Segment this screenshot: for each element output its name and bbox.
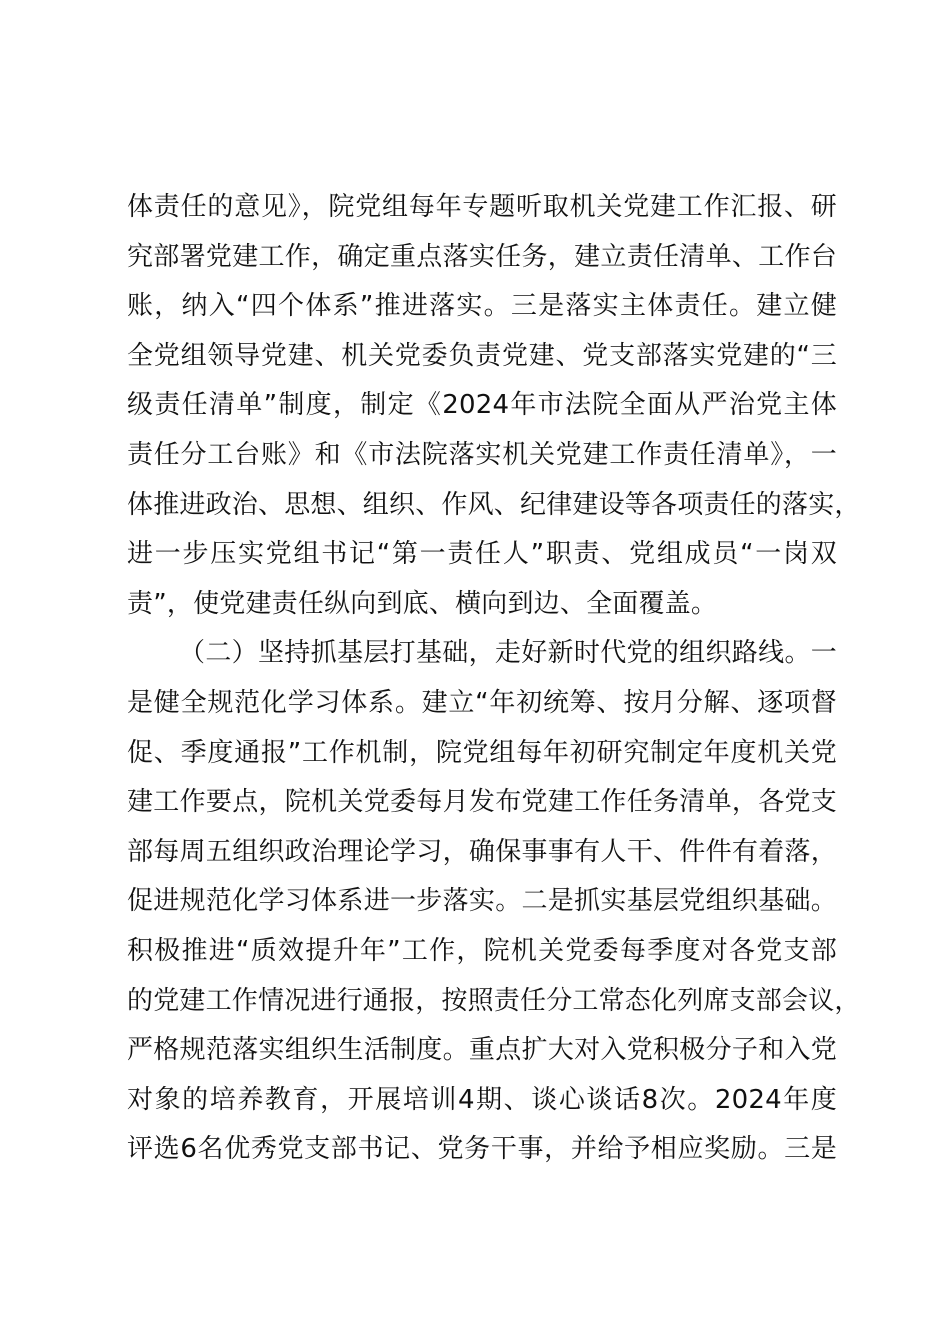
text-line: 积极推进“质效提升年”工作，院机关党委每季度对各党支部	[127, 935, 837, 966]
text-line: 严格规范落实组织生活制度。重点扩大对入党积极分子和入党	[127, 1035, 837, 1066]
text-line: 对象的培养教育，开展培训4期、谈心谈话8次。2024年度	[127, 1084, 837, 1115]
text-line: 账，纳入“四个体系”推进落实。三是落实主体责任。建立健	[127, 291, 837, 322]
text-line: 体责任的意见》，院党组每年专题听取机关党建工作汇报、研	[127, 192, 837, 222]
text-line: 级责任清单”制度，制定《2024年市法院全面从严治党主体	[127, 390, 837, 421]
text-line: 的党建工作情况进行通报，按照责任分工常态化列席支部会议，	[127, 985, 861, 1016]
body-text	[127, 183, 861, 1175]
text-line: 责任分工台账》和《市法院落实机关党建工作责任清单》，一	[127, 439, 837, 470]
text-line: 是健全规范化学习体系。建立“年初统筹、按月分解、逐项督	[127, 687, 837, 718]
text-line: 建工作要点，院机关党委每月发布党建工作任务清单，各党支	[127, 787, 837, 818]
text-line: 进一步压实党组书记“第一责任人”职责、党组成员“一岗双	[127, 539, 837, 570]
text-line: 部每周五组织政治理论学习，确保事事有人干、件件有着落，	[127, 836, 837, 867]
text-line: 促进规范化学习体系进一步落实。二是抓实基层党组织基础。	[127, 886, 837, 917]
text-line: 责”，使党建责任纵向到底、横向到边、全面覆盖。	[127, 588, 718, 619]
text-line: 评选6名优秀党支部书记、党务干事，并给予相应奖励。三是	[127, 1134, 837, 1165]
section-heading-line: （二）坚持抓基层打基础，走好新时代党的组织路线。一	[179, 638, 837, 669]
text-line: 体推进政治、思想、组织、作风、纪律建设等各项责任的落实，	[127, 489, 861, 520]
text-line: 促、季度通报”工作机制，院党组每年初研究制定年度机关党	[127, 737, 837, 768]
text-line: 究部署党建工作，确定重点落实任务，建立责任清单、工作台	[127, 241, 837, 272]
text-line: 全党组领导党建、机关党委负责党建、党支部落实党建的“三	[127, 340, 837, 371]
